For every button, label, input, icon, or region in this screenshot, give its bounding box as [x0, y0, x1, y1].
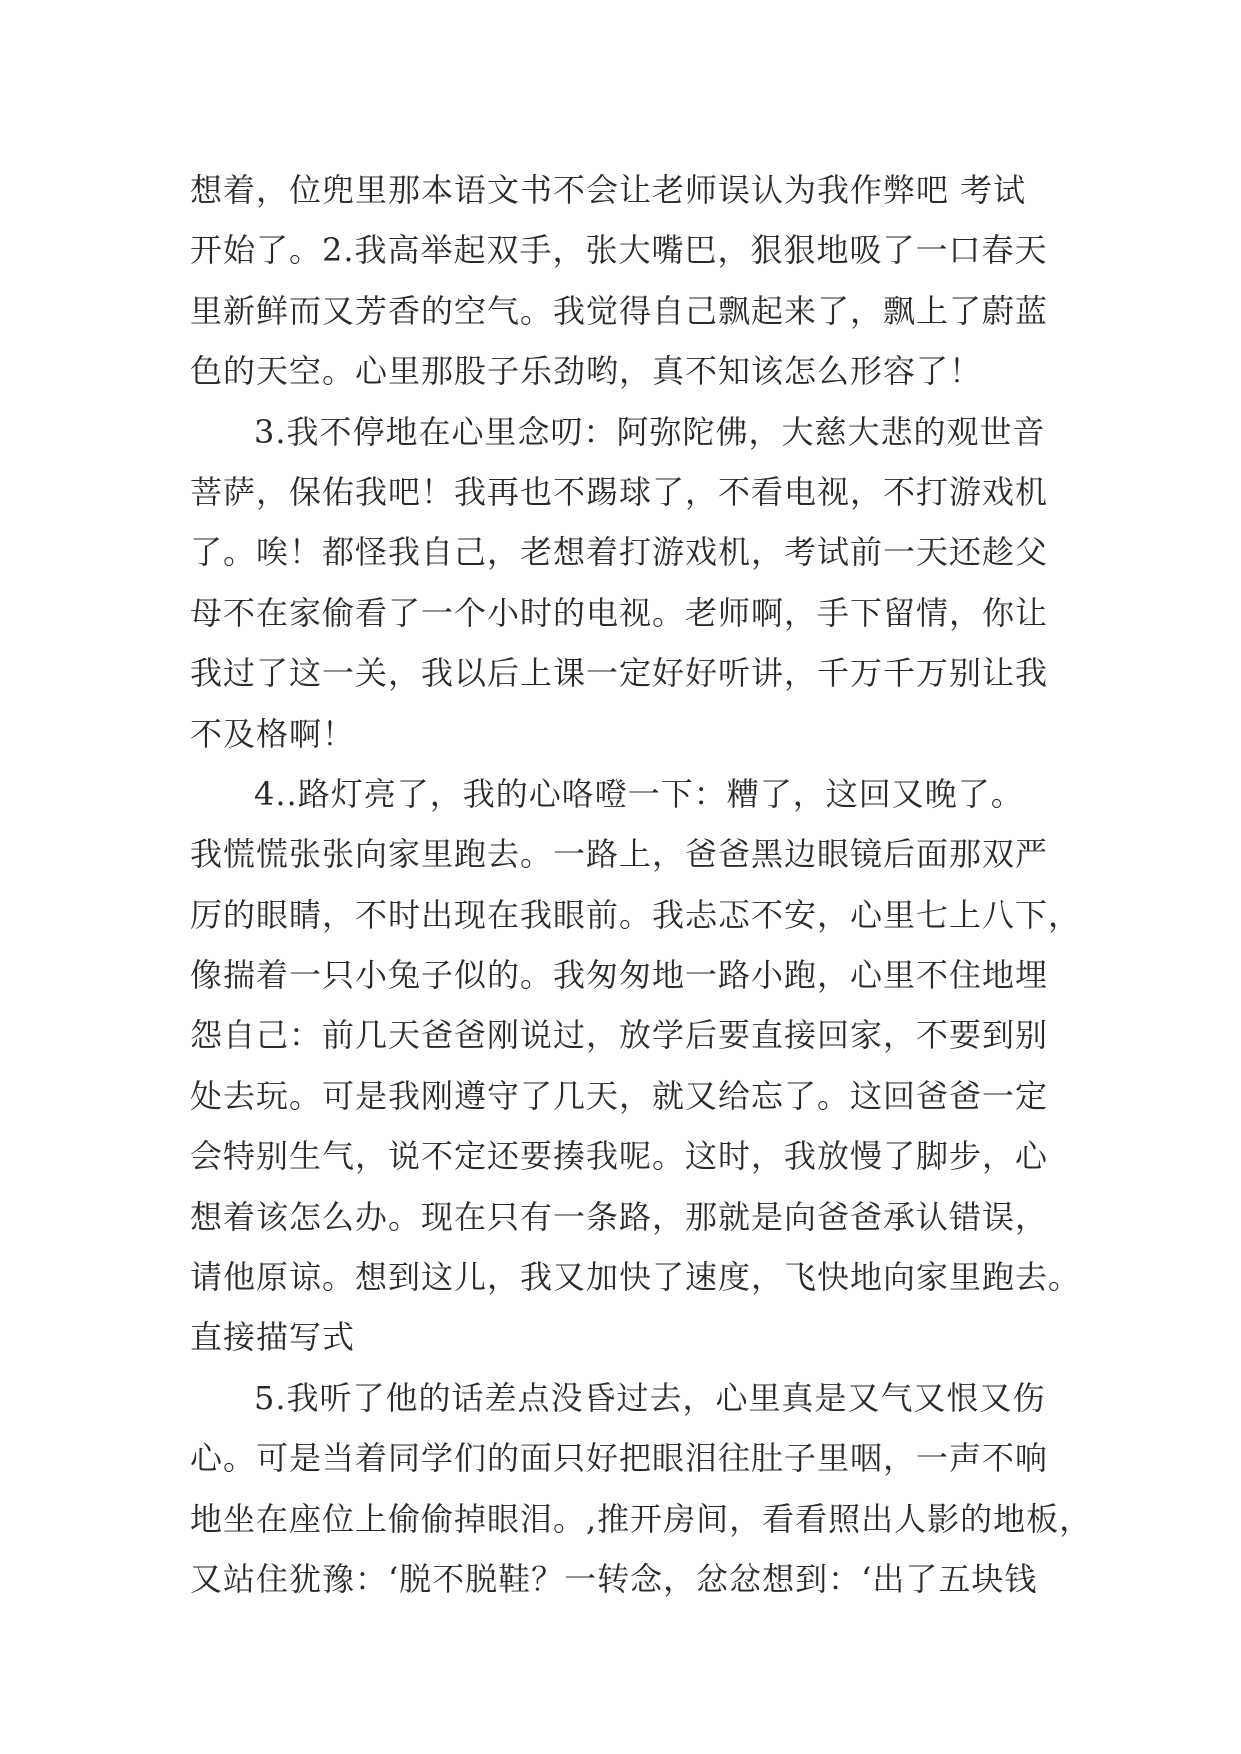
text-line: 会特别生气，说不定还要揍我呢。这时，我放慢了脚步，心 [190, 1137, 1049, 1176]
text-line: 了。唉！都怪我自己，老想着打游戏机，考试前一天还趁父 [190, 533, 1049, 572]
text-line: 里新鲜而又芳香的空气。我觉得自己飘起来了，飘上了蔚蓝 [190, 291, 1049, 330]
text-line: 又站住犹豫：‘脱不脱鞋？一转念，忿忿想到：‘出了五块钱 [190, 1559, 1038, 1598]
paragraph-start-line: 3.我不停地在心里念叨：阿弥陀佛，大慈大悲的观世音 [254, 412, 1046, 451]
text-line: 菩萨，保佑我吧！我再也不踢球了，不看电视，不打游戏机 [190, 472, 1049, 511]
text-line: 我慌慌张张向家里跑去。一路上，爸爸黑边眼镜后面那双严 [190, 835, 1049, 874]
text-line: 直接描写式 [190, 1318, 356, 1357]
text-line: 色的天空。心里那股子乐劲哟，真不知该怎么形容了！ [190, 352, 983, 391]
text-line: 想着，位兜里那本语文书不会让老师误认为我作弊吧 考试 [190, 171, 1027, 209]
document-body [190, 160, 1093, 1609]
paragraph-start-line: 4..路灯亮了，我的心咯噔一下：糟了，这回又晚了。 [254, 774, 1024, 813]
text-line: 开始了。2.我高举起双手，张大嘴巴，狠狠地吸了一口春天 [190, 231, 1048, 270]
text-line: 怨自己：前几天爸爸刚说过，放学后要直接回家，不要到别 [190, 1016, 1049, 1055]
text-line: 心。可是当着同学们的面只好把眼泪往肚子里咽，一声不响 [190, 1439, 1049, 1478]
paragraph-start-line: 5.我听了他的话差点没昏过去，心里真是又气又恨又伤 [254, 1378, 1046, 1417]
text-line: 想着该怎么办。现在只有一条路，那就是向爸爸承认错误， [190, 1197, 1049, 1236]
text-line: 地坐在座位上偷偷掉眼泪。,推开房间，看看照出人影的地板， [190, 1499, 1093, 1538]
text-line: 像揣着一只小兔子似的。我匆匆地一路小跑，心里不住地埋 [190, 956, 1049, 995]
text-line: 不及格啊！ [190, 714, 356, 753]
text-line: 厉的眼睛，不时出现在我眼前。我忐忑不安，心里七上八下， [190, 895, 1082, 934]
text-line: 处去玩。可是我刚遵守了几天，就又给忘了。这回爸爸一定 [190, 1076, 1049, 1115]
text-line: 母不在家偷看了一个小时的电视。老师啊，手下留情，你让 [190, 593, 1049, 632]
text-line: 我过了这一关，我以后上课一定好好听讲，千万千万别让我 [190, 654, 1049, 693]
text-line: 请他原谅。想到这儿，我又加快了速度，飞快地向家里跑去。 [190, 1258, 1082, 1297]
